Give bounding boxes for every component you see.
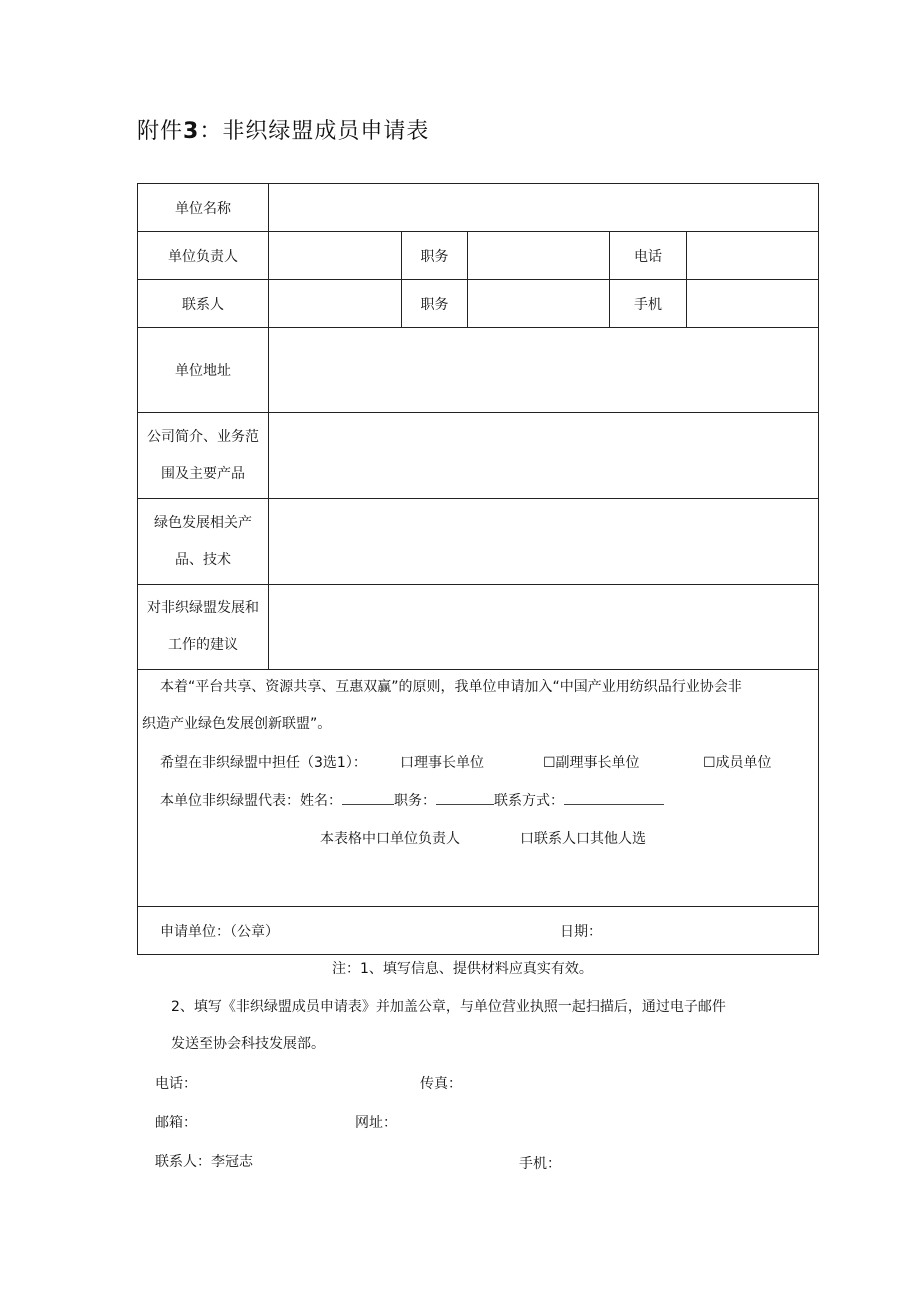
role-option-vice-chairman[interactable]: ☐副理事长单位	[543, 755, 640, 771]
table-row	[138, 232, 819, 280]
green-field[interactable]	[269, 499, 819, 585]
page-title	[137, 114, 429, 145]
green-label	[138, 499, 269, 585]
head-field[interactable]	[269, 232, 402, 280]
rep-position-blank[interactable]	[436, 790, 494, 805]
application-form-table	[137, 183, 819, 955]
rep-contact-label: 联系方式：	[494, 793, 564, 809]
position-label-2: 职务	[402, 280, 468, 328]
note-mobile: 手机：	[519, 1156, 561, 1172]
position-field-1[interactable]	[468, 232, 610, 280]
representative-line	[160, 790, 664, 810]
green-label-line1: 绿色发展相关产	[154, 514, 252, 531]
statement-line-2: 织造产业绿色发展创新联盟”。	[142, 716, 332, 732]
signature-cell	[138, 907, 819, 955]
rep-name-blank[interactable]	[342, 790, 394, 805]
intro-label-line1: 公司简介、业务范	[147, 428, 259, 445]
role-option-chairman[interactable]: 口理事长单位	[400, 755, 484, 771]
head-label: 单位负责人	[138, 232, 269, 280]
table-row	[138, 907, 819, 955]
phone-field[interactable]	[687, 232, 819, 280]
phone-label: 电话	[610, 232, 687, 280]
table-row	[138, 670, 819, 907]
note-phone: 电话：	[155, 1076, 197, 1092]
intro-label	[138, 413, 269, 499]
note-1: 注：1、填写信息、提供材料应真实有效。	[332, 961, 593, 977]
title-text: 非织绿盟成员申请表	[222, 119, 430, 144]
note-2-line-2: 发送至协会科技发展部。	[171, 1036, 325, 1052]
note-website: 网址：	[355, 1115, 397, 1131]
intro-field[interactable]	[269, 413, 819, 499]
mobile-label: 手机	[610, 280, 687, 328]
rep-position-label: 职务：	[394, 793, 436, 809]
suggest-field[interactable]	[269, 585, 819, 670]
suggest-label-line1: 对非织绿盟发展和	[147, 600, 259, 616]
rep-select-a[interactable]: 本表格中口单位负责人	[320, 831, 460, 847]
unit-name-field[interactable]	[269, 184, 819, 232]
statement-block	[138, 670, 818, 906]
statement-line-1: 本着“平台共享、资源共享、互惠双赢”的原则，我单位申请加入“中国产业用纺织品行业协会非	[160, 679, 742, 695]
suggest-label	[138, 585, 269, 670]
rep-select-b[interactable]: 口联系人口其他人选	[520, 831, 646, 847]
address-field[interactable]	[269, 328, 819, 413]
date-label: 日期：	[560, 924, 602, 940]
note-contact: 联系人：李冠志	[155, 1154, 253, 1170]
position-label-1: 职务	[402, 232, 468, 280]
role-prompt: 希望在非织绿盟中担任（3选1）：	[160, 755, 367, 771]
green-label-line2: 品、技术	[175, 551, 231, 568]
title-prefix: 附件	[137, 119, 184, 144]
mobile-field[interactable]	[687, 280, 819, 328]
position-field-2[interactable]	[468, 280, 610, 328]
intro-label-line2: 围及主要产品	[161, 465, 245, 482]
table-row	[138, 413, 819, 499]
role-option-member[interactable]: ☐成员单位	[703, 755, 772, 771]
rep-contact-blank[interactable]	[564, 790, 664, 805]
note-2-line-1: 2、填写《非织绿盟成员申请表》并加盖公章，与单位营业执照一起扫描后，通过电子邮件	[171, 999, 726, 1015]
contact-field[interactable]	[269, 280, 402, 328]
unit-name-label: 单位名称	[138, 184, 269, 232]
contact-label: 联系人	[138, 280, 269, 328]
rep-name-label: 本单位非织绿盟代表：姓名：	[160, 793, 342, 809]
address-label: 单位地址	[138, 328, 269, 413]
title-colon: ：	[199, 119, 223, 144]
table-row	[138, 280, 819, 328]
note-email: 邮箱：	[155, 1115, 197, 1131]
table-row	[138, 328, 819, 413]
table-row	[138, 184, 819, 232]
table-row	[138, 499, 819, 585]
table-row	[138, 585, 819, 670]
title-number: 3	[183, 119, 200, 144]
statement-cell	[138, 670, 819, 907]
suggest-label-line2: 工作的建议	[168, 637, 238, 653]
applicant-label: 申请单位：（公章）	[160, 924, 279, 940]
note-fax: 传真：	[420, 1076, 462, 1092]
